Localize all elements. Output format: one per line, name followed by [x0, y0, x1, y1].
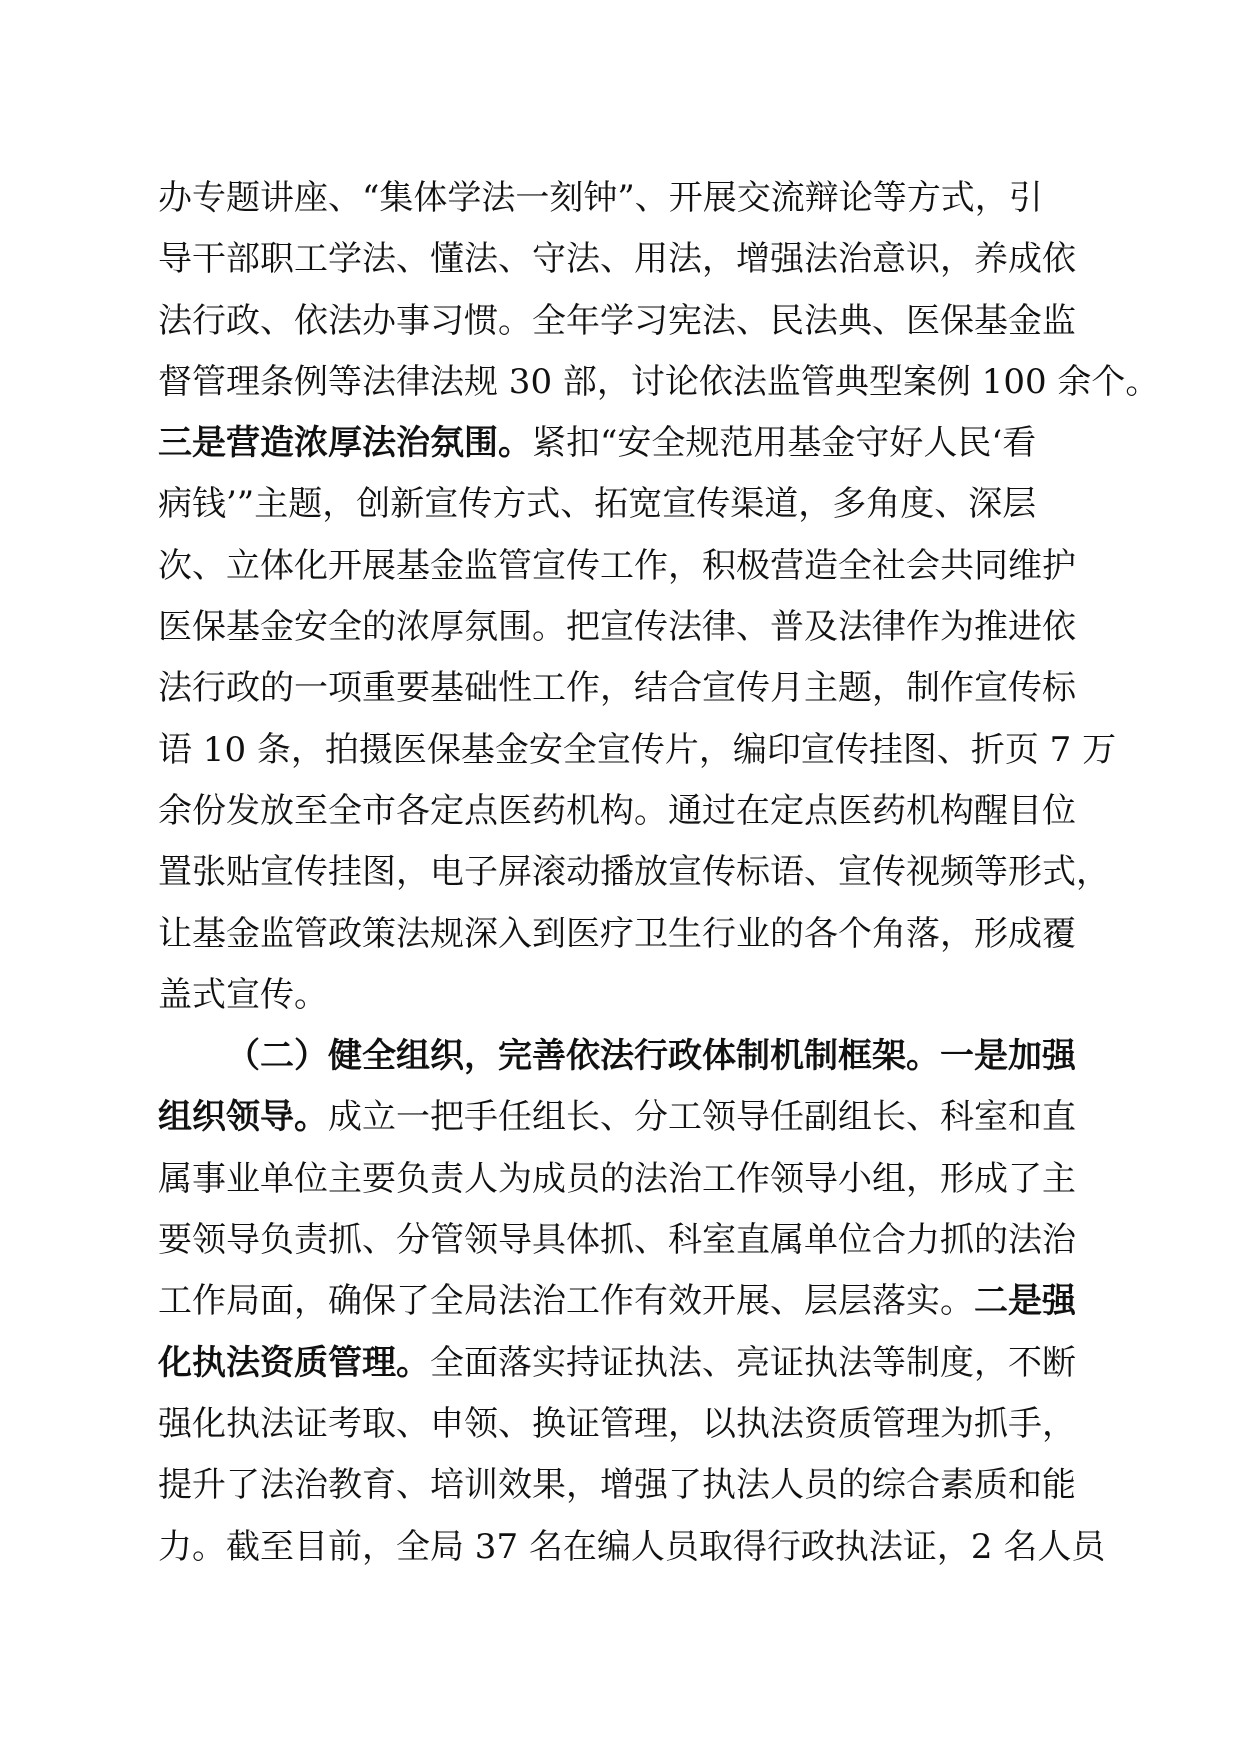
body-text: 医保基金安全的浓厚氛围。把宣传法律、普及法律作为推进依 — [158, 607, 1076, 648]
body-text: 成立一把手任组长、分工领导任副组长、科室和直 — [328, 1097, 1076, 1138]
bold-text: 组织领导。 — [158, 1097, 328, 1138]
body-text: 紧扣“安全规范用基金守好人民‘看 — [532, 423, 1037, 464]
body-text: 置张贴宣传挂图，电子屏滚动播放宣传标语、宣传视频等形式， — [158, 852, 1110, 893]
body-text: 盖式宣传。 — [158, 974, 328, 1015]
bold-text: 三是营造浓厚法治氛围。 — [158, 423, 532, 464]
text-line — [158, 413, 1098, 474]
text-line — [158, 842, 1110, 903]
bold-text: （二）健全组织，完善依法行政体制机制框架。一是加强 — [226, 1036, 1076, 1077]
text-line — [158, 1517, 1106, 1578]
body-text: 法行政、依法办事习惯。全年学习宪法、民法典、医保基金监 — [158, 300, 1076, 341]
text-line — [158, 720, 1117, 781]
body-text: 属事业单位主要负责人为成员的法治工作领导小组，形成了主 — [158, 1158, 1076, 1199]
text-line — [158, 658, 1098, 719]
document-body — [158, 168, 1160, 1578]
body-text: 工作局面，确保了全局法治工作有效开展、层层落实。 — [158, 1281, 974, 1322]
text-line — [158, 1271, 1098, 1332]
body-text: 力。截至目前，全局 37 名在编人员取得行政执法证，2 名人员 — [158, 1526, 1106, 1567]
bold-text: 二是强 — [974, 1281, 1076, 1322]
body-text: 次、立体化开展基金监管宣传工作，积极营造全社会共同维护 — [158, 545, 1076, 586]
text-line — [158, 965, 1098, 1026]
body-text: 全面落实持证执法、亮证执法等制度，不断 — [430, 1342, 1076, 1383]
body-text: 法行政的一项重要基础性工作，结合宣传月主题，制作宣传标 — [158, 668, 1076, 709]
body-text: 督管理条例等法律法规 30 部，讨论依法监管典型案例 100 余个。 — [158, 361, 1160, 402]
text-line — [158, 352, 1160, 413]
text-line — [158, 597, 1098, 658]
text-line — [158, 781, 1098, 842]
text-line — [158, 1026, 1098, 1087]
text-line — [158, 1210, 1098, 1271]
text-line — [158, 1394, 1098, 1455]
text-line — [158, 1455, 1098, 1516]
body-text: 病钱’”主题，创新宣传方式、拓宽宣传渠道，多角度、深层 — [158, 484, 1037, 525]
text-line — [158, 536, 1098, 597]
text-line — [158, 168, 1098, 229]
text-line — [158, 474, 1098, 535]
body-text: 提升了法治教育、培训效果，增强了执法人员的综合素质和能 — [158, 1465, 1076, 1506]
body-text: 要领导负责抓、分管领导具体抓、科室直属单位合力抓的法治 — [158, 1220, 1076, 1261]
body-text: 余份发放至全市各定点医药机构。通过在定点医药机构醒目位 — [158, 790, 1076, 831]
text-line — [158, 1087, 1098, 1148]
bold-text: 化执法资质管理。 — [158, 1342, 430, 1383]
body-text: 导干部职工学法、懂法、守法、用法，增强法治意识，养成依 — [158, 239, 1076, 280]
text-line — [158, 1149, 1098, 1210]
body-text: 强化执法证考取、申领、换证管理，以执法资质管理为抓手， — [158, 1403, 1076, 1444]
text-line — [158, 1333, 1098, 1394]
text-line — [158, 291, 1098, 352]
body-text: 语 10 条，拍摄医保基金安全宣传片，编印宣传挂图、折页 7 万 — [158, 729, 1117, 770]
body-text: 让基金监管政策法规深入到医疗卫生行业的各个角落，形成覆 — [158, 913, 1076, 954]
text-line — [158, 904, 1098, 965]
body-text: 办专题讲座、“集体学法一刻钟”、开展交流辩论等方式，引 — [158, 178, 1043, 218]
text-line — [158, 229, 1098, 290]
